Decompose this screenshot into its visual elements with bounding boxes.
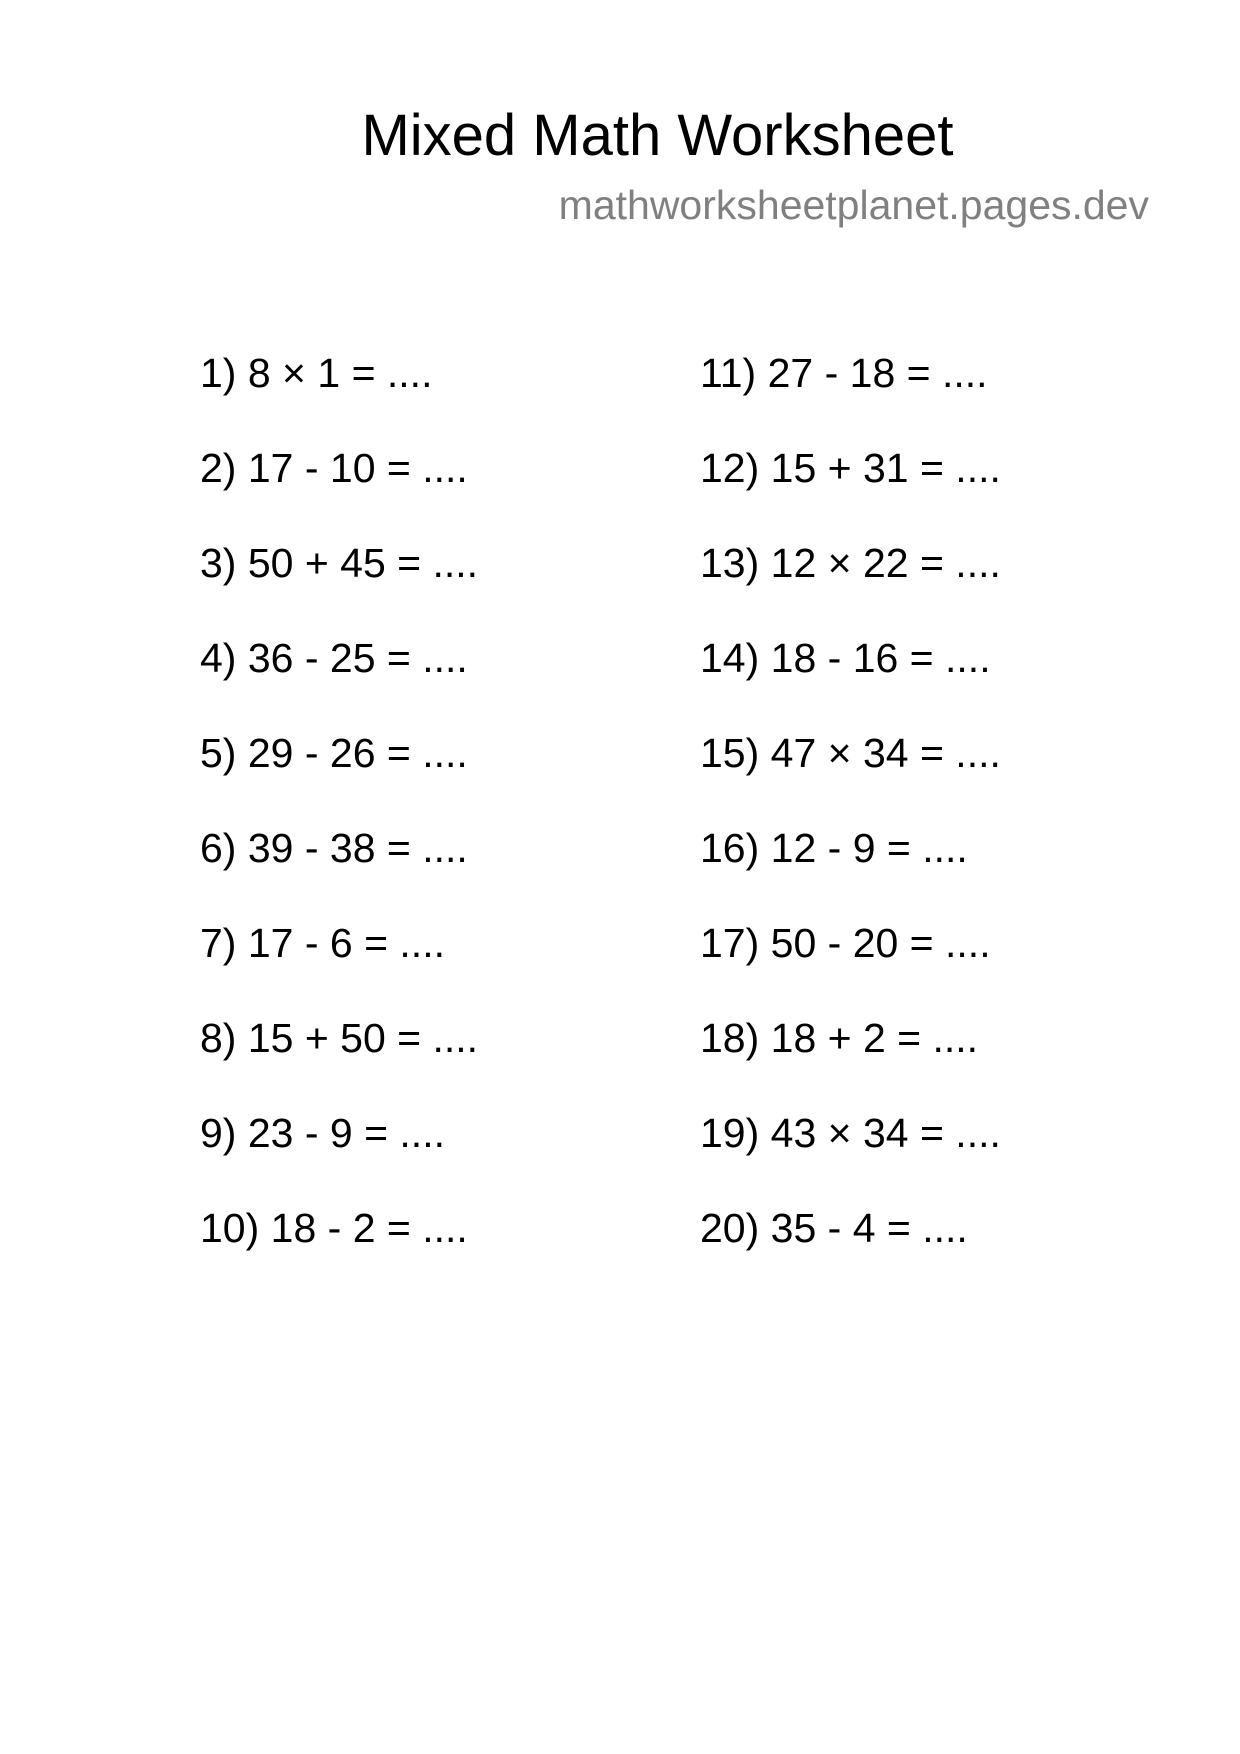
problem-15: 15) 47 × 34 = ....: [700, 730, 1001, 776]
problem-6: 6) 39 - 38 = ....: [200, 825, 468, 871]
problem-12: 12) 15 + 31 = ....: [700, 445, 1001, 491]
problem-20: 20) 35 - 4 = ....: [700, 1205, 968, 1251]
problem-8: 8) 15 + 50 = ....: [200, 1015, 479, 1061]
problem-3: 3) 50 + 45 = ....: [200, 540, 479, 586]
problems-column-left: [200, 348, 478, 1298]
problem-4: 4) 36 - 25 = ....: [200, 635, 468, 681]
problem-10: 10) 18 - 2 = ....: [200, 1205, 468, 1251]
problem-11: 11) 27 - 18 = ....: [700, 350, 988, 396]
problem-9: 9) 23 - 9 = ....: [200, 1110, 445, 1156]
problem-19: 19) 43 × 34 = ....: [700, 1110, 1001, 1156]
problem-14: 14) 18 - 16 = ....: [700, 635, 991, 681]
problems-column-right: [700, 348, 1001, 1298]
problem-1: 1) 8 × 1 = ....: [200, 350, 433, 396]
problem-13: 13) 12 × 22 = ....: [700, 540, 1001, 586]
problem-18: 18) 18 + 2 = ....: [700, 1015, 979, 1061]
website-url: mathworksheetplanet.pages.dev: [558, 182, 1149, 228]
problem-5: 5) 29 - 26 = ....: [200, 730, 468, 776]
problem-7: 7) 17 - 6 = ....: [200, 920, 445, 966]
problem-17: 17) 50 - 20 = ....: [700, 920, 991, 966]
problem-16: 16) 12 - 9 = ....: [700, 825, 968, 871]
worksheet-title: Mixed Math Worksheet: [361, 103, 954, 168]
problem-2: 2) 17 - 10 = ....: [200, 445, 468, 491]
